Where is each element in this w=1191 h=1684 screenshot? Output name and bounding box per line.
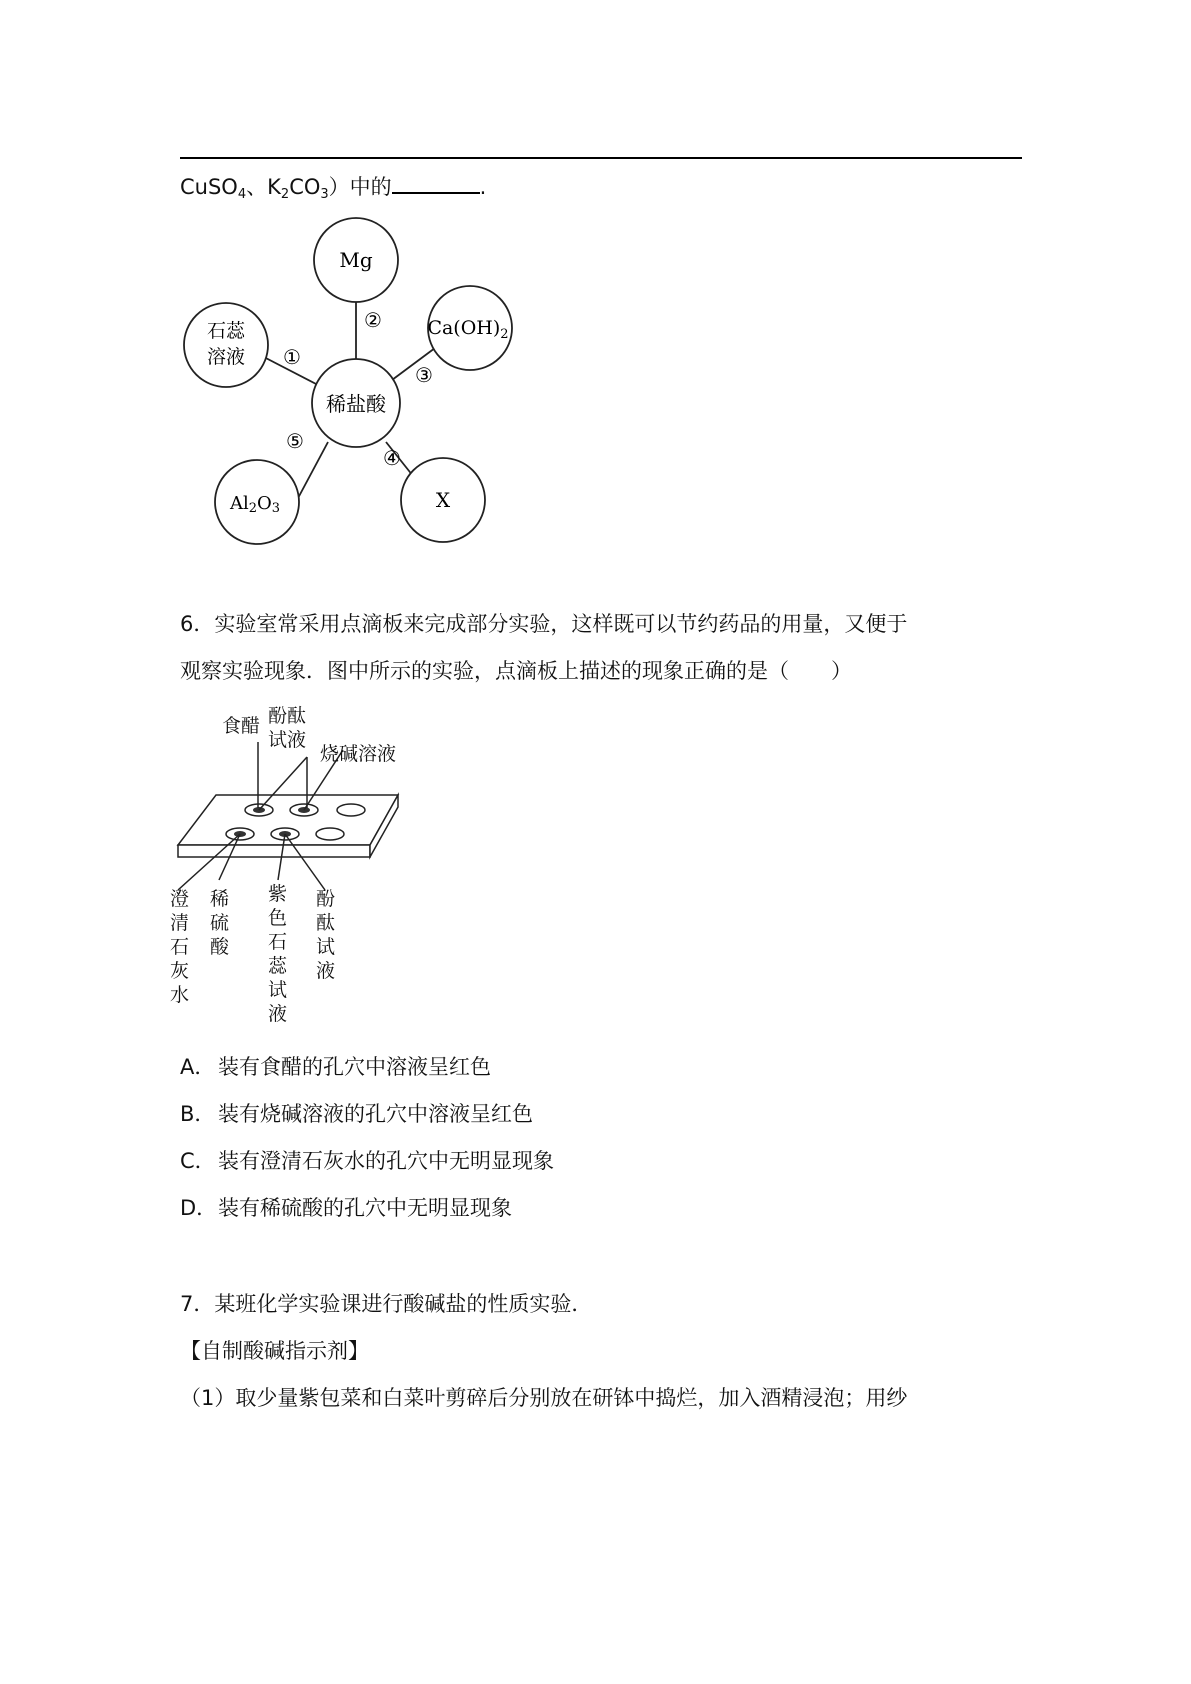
answer-blank[interactable] (392, 170, 480, 194)
num-3: ③ (415, 363, 433, 387)
num-1: ① (283, 345, 301, 369)
label-phenol-0: 酚 (316, 888, 336, 910)
hcl-reaction-diagram (170, 210, 530, 570)
header-rule (180, 157, 1022, 159)
label-vinegar: 食醋 (222, 715, 261, 737)
label-limewater-3: 灰 (170, 960, 190, 982)
q5-tail-line: CuSO$_4$、$K_2CO_3$）中的 . (180, 170, 486, 202)
num-2: ② (364, 308, 382, 332)
label-phenol-2: 试 (316, 936, 336, 958)
num-5: ⑤ (286, 429, 304, 453)
label-phenol-top-b: 试液 (268, 729, 307, 751)
q6-stem-line1: 6．实验室常采用点滴板来完成部分实验，这样既可以节约药品的用量，又便于 (180, 612, 908, 636)
label-phenol-3: 液 (316, 960, 336, 982)
num-4: ④ (383, 446, 401, 470)
label-limewater-1: 清 (170, 912, 190, 934)
label-al2o3: Al2O3 (229, 493, 281, 516)
option-b[interactable]: B． 装有烧碱溶液的孔穴中溶液呈红色 (180, 1102, 533, 1126)
label-limewater-2: 石 (170, 936, 190, 958)
node-litmus (184, 303, 268, 387)
label-litmus-5: 液 (268, 1003, 288, 1025)
q6-stem-line2: 观察实验现象．图中所示的实验，点滴板上描述的现象正确的是（ ） (180, 659, 852, 683)
label-litmus-4: 试 (268, 979, 288, 1001)
label-litmus-0: 紫 (268, 883, 288, 905)
option-c[interactable]: C． 装有澄清石灰水的孔穴中无明显现象 (180, 1149, 554, 1173)
label-h2so4-0: 稀 (210, 888, 230, 910)
label-limewater-4: 水 (170, 984, 190, 1006)
q7-stem-line3: （1）取少量紫包菜和白菜叶剪碎后分别放在研钵中捣烂，加入酒精浸泡；用纱 (180, 1386, 908, 1410)
spot-plate-diagram (170, 700, 430, 1035)
option-d[interactable]: D．装有稀硫酸的孔穴中无明显现象 (180, 1196, 512, 1220)
label-litmus-3: 蕊 (268, 955, 288, 977)
label-litmus-2: 石 (268, 931, 288, 953)
option-a[interactable]: A． 装有食醋的孔穴中溶液呈红色 (180, 1055, 491, 1079)
label-limewater-0: 澄 (170, 888, 190, 910)
label-naoh: 烧碱溶液 (320, 743, 397, 765)
label-x: X (435, 488, 451, 512)
label-litmus-1: 色 (268, 907, 288, 929)
label-litmus-2: 溶液 (206, 346, 246, 368)
label-caoh2: $Ca(OH)_2$ (427, 317, 509, 342)
q7-section-heading: 【自制酸碱指示剂】 (180, 1339, 369, 1363)
label-litmus-1: 石蕊 (206, 320, 246, 342)
label-phenol-top-a: 酚酞 (268, 705, 307, 727)
label-hcl: 稀盐酸 (326, 392, 386, 416)
label-h2so4-2: 酸 (210, 936, 230, 958)
label-mg: Mg (339, 248, 373, 272)
q7-stem-line1: 7．某班化学实验课进行酸碱盐的性质实验． (180, 1292, 593, 1316)
label-h2so4-1: 硫 (210, 912, 230, 934)
label-phenol-1: 酞 (316, 912, 336, 934)
